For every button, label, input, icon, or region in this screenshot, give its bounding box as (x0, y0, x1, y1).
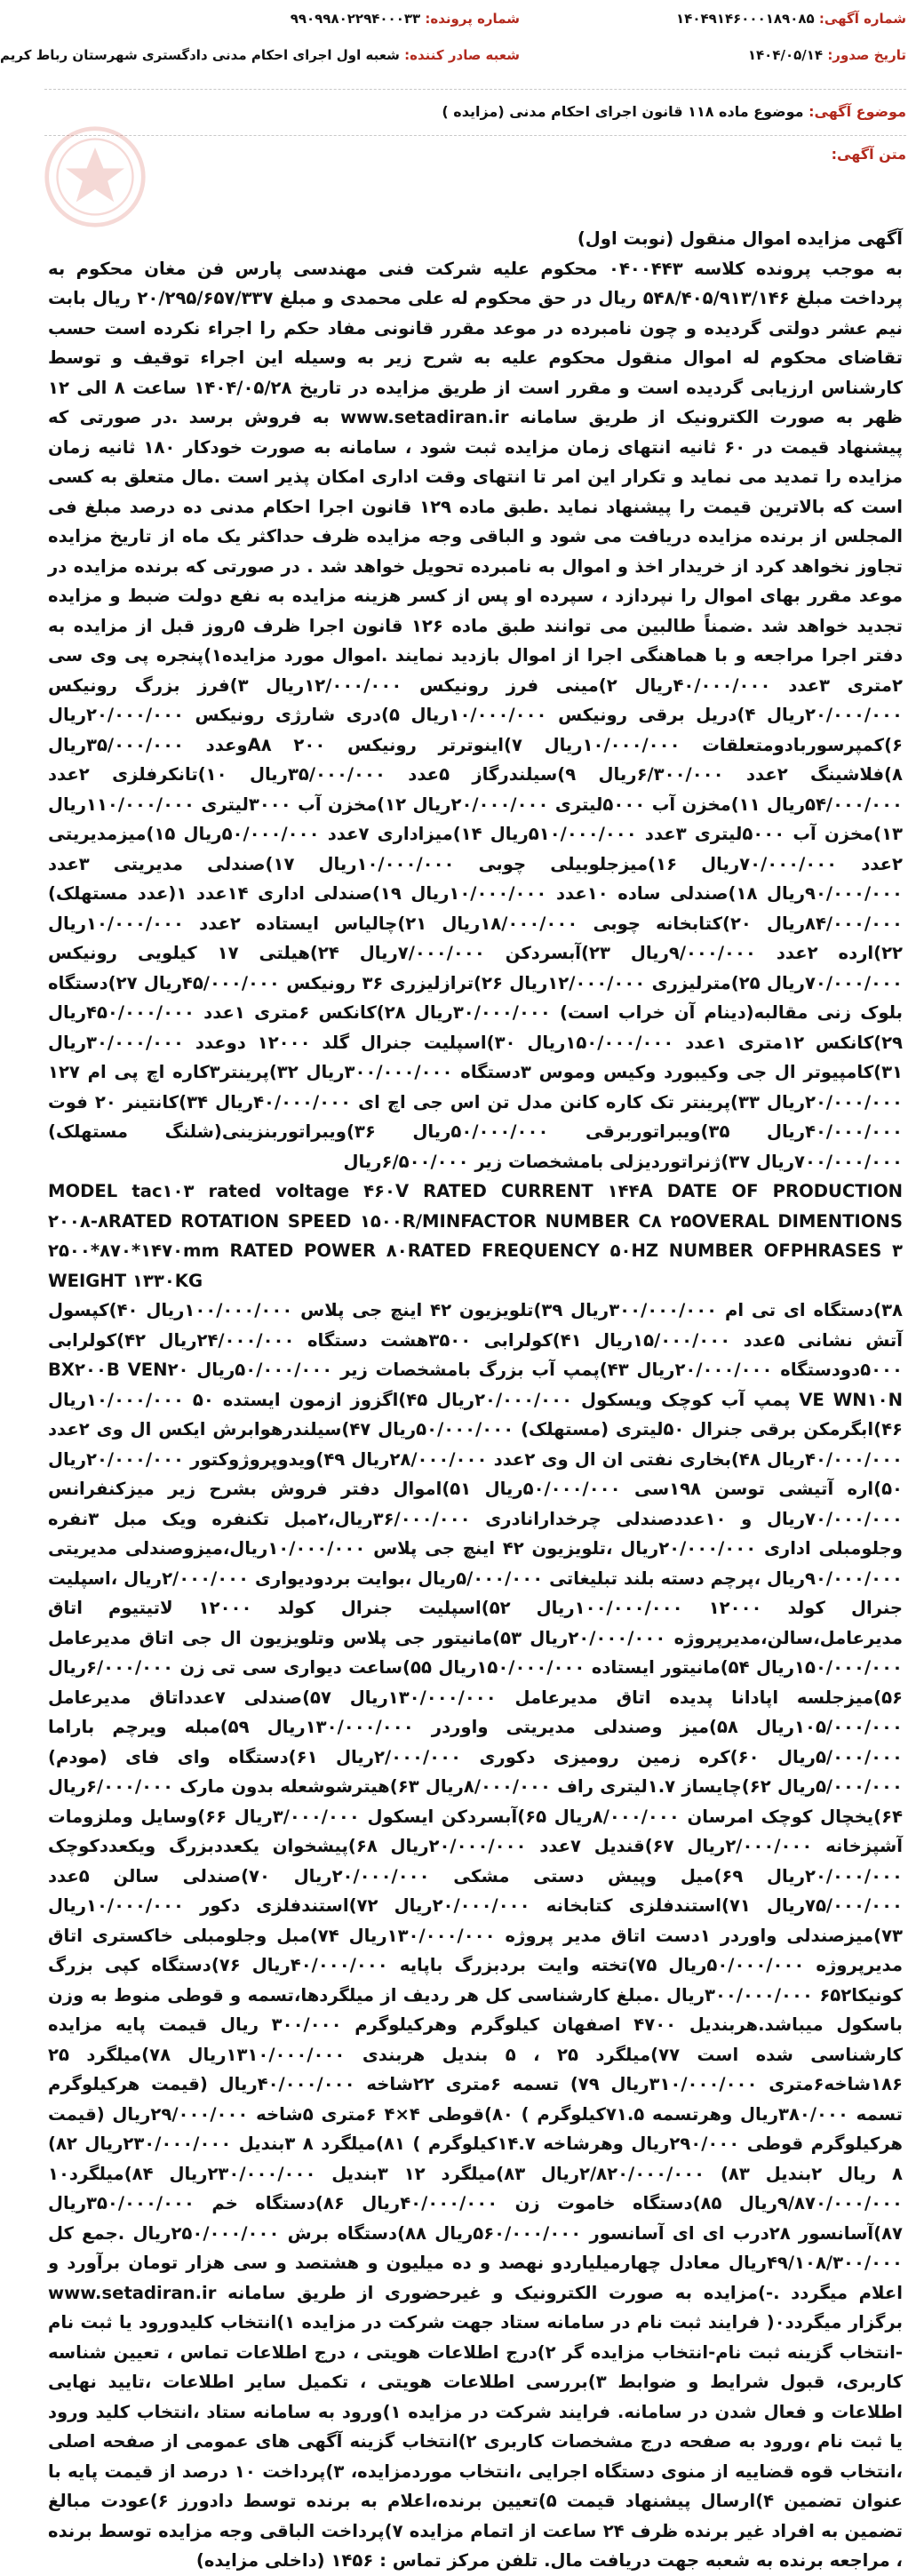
case-number (291, 12, 520, 26)
case-number-value: ۹۹۰۹۹۸۰۲۲۹۴۰۰۰۳۳ (290, 11, 421, 27)
court-seal-watermark-icon (43, 124, 147, 229)
issuing-branch (0, 49, 520, 62)
ad-number-value: ۱۴۰۴۹۱۴۶۰۰۰۱۸۹۰۸۵ (676, 11, 815, 27)
ad-subject-label: موضوع آگهی: (808, 103, 906, 120)
ad-text-label: متن آگهی: (831, 146, 906, 163)
ad-text-heading (832, 148, 906, 162)
issue-date-label: تاریخ صدور: (827, 47, 906, 63)
issuing-branch-value: شعبه اول اجرای احکام مدنی دادگستری شهرستان رباط کریم (0, 47, 400, 63)
ad-subject-value: موضوع ماده ۱۱۸ قانون اجرای احکام مدنی (مزایده ) (442, 103, 804, 120)
ad-subject (442, 105, 906, 119)
ad-number-label: شماره آگهی: (818, 11, 906, 27)
issue-date-value: ۱۴۰۴/۰۵/۱۴ (747, 47, 824, 63)
ad-number (676, 12, 906, 26)
header-divider (44, 89, 906, 90)
issue-date (748, 49, 906, 62)
issuing-branch-label: شعبه صادر کننده: (404, 47, 520, 63)
ad-body-text: آگهی مزایده اموال منقول (نوبت اول) به موجب پرونده کلاسه ۰۴۰۰۴۴۳ محکوم علیه شرکت فنی مهندسی پارس فن مغان محکوم به پرداخت مبلغ ۵۴۸/۴۰۵/۹۱۳/۱۴۶ ریال در حق محکوم له علی محمدی و مبلغ ۲۰/۲۹۵/۶۵۷/۳۳۷ ریال بابت نیم عشر دولتی گردیده و چون نامبرده در موعد مقرر قانونی مفاد حکم را اجراء نکرده است حسب تقاضای محکوم له اموال منقول محکوم علیه به شرح زیر به وسیله این اجراء توقیف و توسط کارشناس ارزیابی گردیده است و مقرر است از طریق مزایده در تاریخ ۱۴۰۴/۰۵/۲۸ ساعت ۸ الی ۱۲ ظهر به صورت الکترونیک از طریق سامانه www.setadiran.ir به فروش برسد .در صورتی که پیشنهاد قیمت در ۶۰ ثانیه انتهای زمان مزایده ثبت شود ، سامانه به صورت خودکار ۱۸۰ ثانیه زمان مزایده را تمدید می نماید و تکرار این امر تا انتهای وقت اداری امکان پذیر است .مال متعلق به کسی است که بالاترین قیمت را پیشنهاد نماید .طبق ماده ۱۲۹ قانون اجرا احکام مدنی ده درصد مبلغ فی المجلس از برنده مزایده دریافت می شود و الباقی وجه مزایده ظرف حداکثر یک ماه از تاریخ مزایده تجاوز نخواهد کرد از خریدار اخذ و اموال به نامبرده تحویل خواهد شد . در صورتی که برنده مزایده در موعد مقرر بهای اموال را نپردازد ، سپرده او پس از کسر هزینه مزایده به نفع دولت ضبط و مزایده تجدید خواهد شد .ضمناً طالبین می توانند طبق ماده ۱۲۶ قانون اجرا ظرف ۵روز قبل از مزایده به دفتر اجرا مراجعه و با هماهنگی اجرا از اموال بازدید نمایند .اموال مورد مزایده۱)پنجره پی وی سی ۲متری ۳عدد ۴۰/۰۰۰/۰۰۰ریال ۲)مینی فرز رونیکس ۱۲/۰۰۰/۰۰۰ریال ۳)فرز بزرگ رونیکس ۲۰/۰۰۰/۰۰۰ریال ۴)دریل برقی رونیکس ۱۰/۰۰۰/۰۰۰ریال ۵)دری شارژی رونیکس ۲۰/۰۰۰/۰۰۰ریال ۶)کمپرسوربادومتعلقات ۱۰/۰۰۰/۰۰۰ریال ۷)اینوترتر رونیکس ۲۰۰ A۸وعدد ۳۵/۰۰۰/۰۰۰ریال ۸)فلاشینگ ۲عدد ۶/۳۰۰/۰۰۰ریال ۹)سیلندرگاز ۵عدد ۳۵/۰۰۰/۰۰۰ریال ۱۰)تانکرفلزی ۲عدد ۵۴/۰۰۰/۰۰۰ریال ۱۱)مخزن آب ۵۰۰۰لیتری ۲۰/۰۰۰/۰۰۰ریال ۱۲)مخزن آب ۳۰۰۰لیتری ۱۱۰/۰۰۰/۰۰۰ریال ۱۳)مخزن آب ۵۰۰۰لیتری ۳عدد ۵۱۰/۰۰۰/۰۰۰ریال ۱۴)میزاداری ۷عدد ۵۰/۰۰۰/۰۰۰ریال ۱۵)میزمدیریتی ۲عدد ۷۰/۰۰۰/۰۰۰ریال ۱۶)میزجلوبیلی چوبی ۱۰/۰۰۰/۰۰۰ریال ۱۷)صندلی مدیریتی ۳عدد ۹۰/۰۰۰/۰۰۰ریال ۱۸)صندلی ساده ۱۰عدد ۱۰/۰۰۰/۰۰۰ریال ۱۹)صندلی اداری ۱۴عدد ۱(عدد مستهلک) ۸۴/۰۰۰/۰۰۰ریال ۲۰)کتابخانه چوبی ۱۸/۰۰۰/۰۰۰ریال ۲۱)چالیاس ایستاده ۲عدد ۱۰/۰۰۰/۰۰۰ریال ۲۲)ارده ۲عدد ۹/۰۰۰/۰۰۰ریال ۲۳)آبسردکن ۷/۰۰۰/۰۰۰ریال ۲۴)هیلتی ۱۷ کیلویی رونیکس ۷۰/۰۰۰/۰۰۰ریال ۲۵)مترلیزری ۱۲/۰۰۰/۰۰۰ریال ۲۶)ترازلیزری ۳۶ رونیکس ۴۵/۰۰۰/۰۰۰ریال ۲۷)دستگاه بلوک زنی مقالبه(دینام آن خراب است) ۳۰/۰۰۰/۰۰۰ریال ۲۸)کانکس ۶متری ۱عدد ۴۵۰/۰۰۰/۰۰۰ریال ۲۹)کانکس ۱۲متری ۱عدد ۱۵۰/۰۰۰/۰۰۰ریال ۳۰)اسپلیت جنرال گلد ۱۲۰۰۰ دوعدد ۳۰/۰۰۰/۰۰۰ریال ۳۱)کامپیوتر ال جی وکیبورد وکیس وموس ۳دستگاه ۳۰۰/۰۰۰/۰۰۰ریال ۳۲)پرینتر۳کاره اچ پی ام ۱۲۷ ۲۰/۰۰۰/۰۰۰ریال ۳۳)پرینتر تک کاره کانن مدل تن اس جی اچ ای ۴۰/۰۰۰/۰۰۰ریال ۳۴)کانتینر ۲۰ فوت ۴۰/۰۰۰/۰۰۰ریال ۳۵)ویبراتوربرقی ۵۰/۰۰۰/۰۰۰ریال ۳۶)ویبراتوربنزینی(شلنگ مستهلک) ۷۰۰/۰۰۰/۰۰۰ریال ۳۷)ژنراتوردیزلی بامشخصات زیر ۶/۵۰۰/۰۰۰ریال MODEL tac۱۰۳ rated voltage ۴۶۰V RATED CURRENT ۱۴۴A DATE OF PRODUCTION ۲۰۰۸-۸RATED ROTATION SPEED ۱۵۰۰R/MINFACTOR NUMBER C۸ ۲۵OVERAL DIMENTIONS ۲۵۰۰*۸۷۰*۱۴۷۰mm RATED POWER ۸۰RATED FREQUENCY ۵۰HZ NUMBER OFPHRASES ۳ WEIGHT ۱۳۳۰KG ۳۸)دستگاه ای تی ام ۳۰۰/۰۰۰/۰۰۰ریال ۳۹)تلویزیون ۴۲ اینچ جی پلاس ۱۰۰/۰۰۰/۰۰۰ریال ۴۰)کپسول آتش نشانی ۵عدد ۱۵/۰۰۰/۰۰۰ریال ۴۱)کولرابی ۳۵۰۰هشت دستگاه ۲۴/۰۰۰/۰۰۰ریال ۴۲)کولرابی ۵۰۰۰دودستگاه ۲۰/۰۰۰/۰۰۰ریال ۴۳)پمپ آب بزرگ بامشخصات زیر ۵۰/۰۰۰/۰۰۰ریال BX۲۰۰B VEN۲۰ VE WN۱۰N پمپ آب کوچک ویسکول ۲۰/۰۰۰/۰۰۰ریال ۴۵)اگزوز ازمون ایستده ۵۰ ۱۰/۰۰۰/۰۰۰ریال ۴۶)ابگرمکن برقی جنرال ۵۰لیتری (مستهلک) ۵۰/۰۰۰/۰۰۰ریال ۴۷)سیلندرهوابرش ایکس ال وی ۲عدد ۴۰/۰۰۰/۰۰۰ریال ۴۸)بخاری نفتی ان ال وی ۲عدد ۲۸/۰۰۰/۰۰۰ریال ۴۹)ویدوپروژوکتور ۲۰/۰۰۰/۰۰۰ریال ۵۰)اره آتیشی توسن ۱۹۸سی ۵۰/۰۰۰/۰۰۰ریال ۵۱)اموال دفتر فروش بشرح زیر میزکنفرانس ۷۰/۰۰۰/۰۰۰ریال و ۱۰عددصندلی چرخدارانادری ۳۶/۰۰۰/۰۰۰ریال،۲مبل تکنفره ویک مبل ۳نفره وجلومبلی اداری ۲۰/۰۰۰/۰۰۰ریال ،تلویزیون ۴۲ اینچ جی پلاس ۱۰/۰۰۰/۰۰۰ریال،میزوصندلی مدیریتی ۹۰/۰۰۰/۰۰۰ریال ،پرچم دسته بلند تبلیغاتی ۵/۰۰۰/۰۰۰ریال ،بوایت بردودیواری ۲/۰۰۰/۰۰۰ریال ،اسپلیت جنرال کولد ۱۲۰۰۰ ۱۰۰/۰۰۰/۰۰۰ریال ۵۲)اسپلیت جنرال کولد ۱۲۰۰۰ لاتیتیوم اتاق مدیرعامل،سالن،مدیرپروژه ۲۰/۰۰۰/۰۰۰ریال ۵۳)مانیتور جی پلاس وتلویزیون ال جی اتاق مدیرعامل ۱۵۰/۰۰۰/۰۰۰ریال ۵۴)مانیتور ایستاده ۱۵۰/۰۰۰/۰۰۰ریال ۵۵)ساعت دیواری سی تی زن ۶/۰۰۰/۰۰۰ریال ۵۶)میزجلسه اپادانا پدیده اتاق مدیرعامل ۱۳۰/۰۰۰/۰۰۰ریال ۵۷)صندلی ۷عدداتاق مدیرعامل ۱۰۵/۰۰۰/۰۰۰ریال ۵۸)میز وصندلی مدیریتی واوردر ۱۳۰/۰۰۰/۰۰۰ریال ۵۹)مبله ویرچم باراما ۵/۰۰۰/۰۰۰ریال ۶۰)کره زمین رومیزی دکوری ۲/۰۰۰/۰۰۰ریال ۶۱)دستگاه وای فای (مودم) ۵/۰۰۰/۰۰۰ریال ۶۲)چایساز ۱.۷لیتری راف ۸/۰۰۰/۰۰۰ریال ۶۳)هیترشوشعله بدون مارک ۶/۰۰۰/۰۰۰ریال ۶۴)یخچال کوچک امرسان ۸/۰۰۰/۰۰۰ریال ۶۵)آبسردکن ایسکول ۳/۰۰۰/۰۰۰ریال ۶۶)وسایل وملزومات آشپزخانه ۲/۰۰۰/۰۰۰ریال ۶۷)قندیل ۷عدد ۲۰/۰۰۰/۰۰۰ریال ۶۸)پیشخوان یکعددبزرگ ویکعددکوچک ۲۰/۰۰۰/۰۰۰ریال ۶۹)میل وپیش دستی مشکی ۲۰/۰۰۰/۰۰۰ریال ۷۰)صندلی سالن ۵عدد ۷۵/۰۰۰/۰۰۰ریال ۷۱)استندفلزی کتابخانه ۲۰/۰۰۰/۰۰۰ریال ۷۲)استندفلزی دکور ۱۰/۰۰۰/۰۰۰ریال ۷۳)میزصندلی واوردر ۱دست اتاق مدیر پروژه ۱۳۰/۰۰۰/۰۰۰ریال ۷۴)مبل وجلومبلی خاکستری اتاق مدیرپروژه ۵۰/۰۰۰/۰۰۰ریال ۷۵)تخته وایت بردبزرگ باپایه ۴۰/۰۰۰/۰۰۰ریال ۷۶)دستگاه کپی بزرگ کونیکا۶۵۲ ۳۰۰/۰۰۰/۰۰۰ریال .مبلغ کارشناسی کل هر ردیف از میلگردها،تسمه و قوطی منوط به وزن باسکول میباشد.هربندیل ۴۷۰۰ اصفهان کیلوگرم وهرکیلوگرم ۳۰۰/۰۰۰ ریال قیمت پایه مزایده کارشناسی شده است ۷۷)میلگرد ۲۵ ، ۵ بندیل هربندی ۱۳۱۰/۰۰۰/۰۰۰ریال ۷۸)میلگرد ۲۵ ۱۸۶شاخه۶متری ۳۱۰/۰۰۰/۰۰۰ریال ۷۹) تسمه ۶متری ۲۲شاخه ۴۰/۰۰۰/۰۰۰ریال (قیمت هرکیلوگرم تسمه ۳۸۰/۰۰۰ریال وهرتسمه ۷۱.۵کیلوگرم ) ۸۰)قوطی ۴×۴ ۶متری ۵شاخه ۲۹/۰۰۰/۰۰۰ریال (قیمت هرکیلوگرم قوطی ۲۹۰/۰۰۰ریال وهرشاخه ۱۴.۷کیلوگرم ) ۸۱)میلگرد ۸ ۳بندیل ۲۳۰/۰۰۰/۰۰۰ریال ۸۲) ۸ ریال ۲بندیل ۸۳) ۲/۸۲۰/۰۰۰/۰۰۰ریال ۸۳)میلگرد ۱۲ ۳بندیل ۲۳۰/۰۰۰/۰۰۰ریال ۸۴)میلگرد۱۰ ۹/۸۷۰/۰۰۰/۰۰۰ریال ۸۵)دستگاه خاموت زن ۴۰/۰۰۰/۰۰۰ریال ۸۶)دستگاه خم ۳۵۰/۰۰۰/۰۰۰ریال ۸۷)آسانسور ۲۸درب ای ای آسانسور ۵۶۰/۰۰۰/۰۰۰ریال ۸۸)دستگاه برش ۲۵۰/۰۰۰/۰۰۰ریال .جمع کل ۴۹/۱۰۸/۳۰۰/۰۰۰ریال معادل چهارمیلیاردو نهصد و ده میلیون و هشتصد و سی هزار تومان برآورد و اعلام میگردد .-(مزایده به صورت الکترونیک و غیرحضوری از طریق سامانه www.setadiran.ir برگزار میگردد)۰ فرایند ثبت نام در سامانه ستاد جهت شرکت در مزایده ۱)انتخاب کلیدورود یا ثبت نام -انتخاب گزینه ثبت نام-انتخاب مزایده گر ۲)درج اطلاعات هویتی ، درج اطلاعات تماس ، تعیین شناسه کاربری، قبول شرایط و ضوابط ۳)بررسی اطلاعات هویتی ، تکمیل سایر اطلاعات ،تایید نهایی اطلاعات و فعال شدن در سامانه. فرایند شرکت در مزایده ۱)ورود به سامانه ستاد ،انتخاب کلید ورود یا ثبت نام ،ورود به صفحه درج مشخصات کاربری ۲)انتخاب گزینه آگهی های عمومی از صفحه اصلی ،انتخاب قوه قضاییه از منوی دستگاه اجرایی ،انتخاب موردمزایده، ۳)پرداخت ۱۰ درصد از قیمت پایه با عنوان تضمین ۴)ارسال پیشنهاد قیمت ۵)تعیین برنده،اعلام به برنده توسط دادورز ۶)عودت مبالغ تضمین به افراد غیر برنده ظرف ۲۴ ساعت از اتمام مزایده ۷)پرداخت الباقی وجه مزایده توسط برنده ، مراجعه برنده به شعبه جهت دریافت مال. تلفن مرکز تماس : ۱۴۵۶ (داخلی مزایده) (48, 228, 904, 2571)
subject-divider (44, 135, 906, 136)
case-number-label: شماره پرونده: (425, 11, 520, 27)
